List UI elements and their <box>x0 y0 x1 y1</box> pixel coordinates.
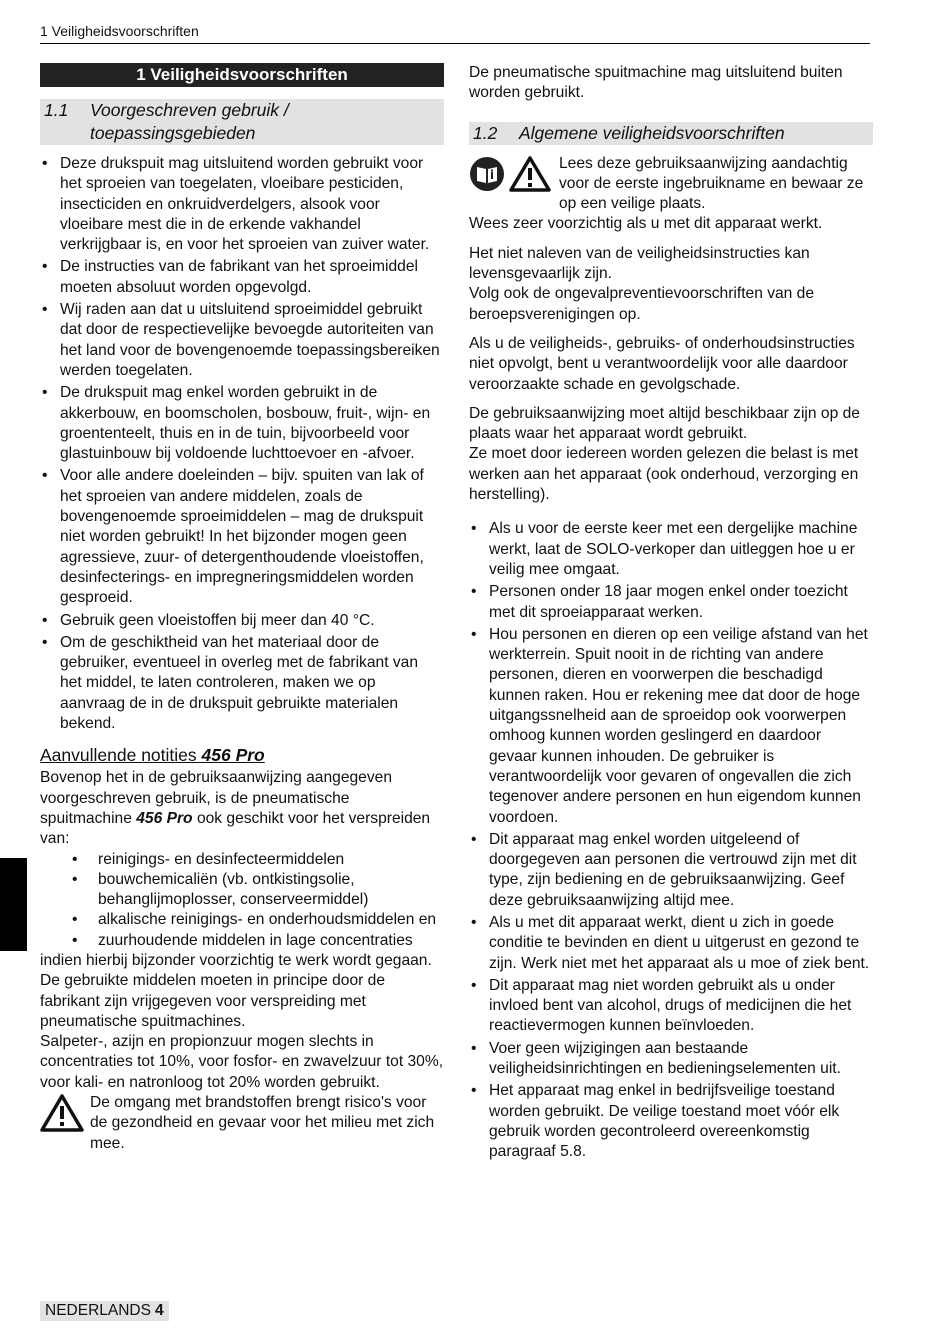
list-item: • alkalische reinigings- en onderhoudsmiddelen en <box>68 910 444 930</box>
outdoor-note: De pneumatische spuitmachine mag uitsluitend buiten worden gebruikt. <box>469 64 843 102</box>
footer-language: NEDERLANDS <box>45 1302 151 1319</box>
section-1-2-heading <box>469 122 873 145</box>
notes-p3: Salpeter-, azijn en propionzuur mogen slechts in concentraties tot 10%, voor fosfor- en zwavelzuur tot 30%, voor kali- en natronloog tot 20% worden gebruikt. <box>40 1033 444 1091</box>
notes-p1: indien hierbij bijzonder voorzichtig te werk wordt gegaan. <box>40 951 432 969</box>
notes-heading <box>40 744 444 766</box>
fuel-warning <box>40 1093 444 1154</box>
manual-icons <box>469 155 551 199</box>
warning-icon <box>40 1094 84 1138</box>
list-item: • Deze drukspuit mag uitsluitend worden gebruikt voor het sproeien van toegelaten, vloeibare pesticiden, insecticiden en onkruidverdelgers, alsook voor vloeibare mest die in de erkende vakhandel verkrijgbaar is, en voor het sproeien van zuiver water. <box>40 154 444 255</box>
warning-icon <box>511 158 549 190</box>
page-number: 4 <box>154 1302 164 1319</box>
right-column <box>469 63 873 1165</box>
paragraph: Het niet naleven van de veiligheidsinstructies kan levensgevaarlijk zijn. <box>469 244 810 283</box>
list-item: • Het apparaat mag enkel in bedrijfsveilige toestand worden gebruikt. De veilige toestand moet vóór elk gebruik worden gecontroleerd overeenkomstig paragraaf 5.8. <box>469 1081 873 1162</box>
list-item: • Om de geschiktheid van het materiaal door de gebruiker, eventueel in overleg met de fabrikant van het middel, te laten controleren, maken we op aanvraag de in de drukspuit gebruikte materialen bekend. <box>40 633 444 734</box>
section-title: Algemene veiligheidsvoorschriften <box>519 122 785 143</box>
section-1-1-heading <box>40 99 444 145</box>
list-item: • reinigings- en desinfecteermiddelen <box>68 850 444 870</box>
sub-list <box>68 850 444 951</box>
list-item: • Dit apparaat mag enkel worden uitgeleend of doorgegeven aan personen die vertrouwd zijn met dit type, zijn bediening en de gebruiksaanwijzing. Geef deze gebruiksaanwijzing altijd mee. <box>469 830 873 911</box>
list-item: • De drukspuit mag enkel worden gebruikt in de akkerbouw, en boomscholen, bosbouw, fruit-, wijn- en groententeelt, thuis en in de tuin, bijvoorbeeld voor glastuinbouw bij voldoende luchttoevoer en -afvoer. <box>40 383 444 464</box>
warning-text: De omgang met brandstoffen brengt risico's voor de gezondheid en gevaar voor het milieu met zich mee. <box>90 1094 435 1152</box>
paragraph: Als u de veiligheids-, gebruiks- of onderhoudsinstructies niet opvolgt, bent u verantwoordelijk voor alle daardoor veroorzaakte schade en gevolgschade. <box>469 334 855 393</box>
section-title: Voorgeschreven gebruik / toepassingsgebieden <box>90 100 289 143</box>
read-manual-note <box>469 154 873 215</box>
header-rule <box>40 43 870 44</box>
list-item: • Personen onder 18 jaar mogen enkel onder toezicht met dit sproeiapparaat werken. <box>469 582 873 623</box>
list-item: • Hou personen en dieren op een veilige afstand van het werkterrein. Spuit nooit in de richting van andere personen, dieren en voorwerpen die beschadigd kunnen raken. Hou er rekening mee dat door de hoge uitgangssnelheid aan de sproeidop ook voorwerpen omhoog kunnen worden geslingerd en daardoor gevaar kunnen inhouden. De gebruiker is verantwoordelijk voor gevaren of ongevallen die zich tegenover andere personen en hun eigendom kunnen voordoen. <box>469 625 873 828</box>
chapter-tab-marker <box>0 858 27 951</box>
usage-list <box>40 154 444 734</box>
notes-intro <box>40 768 444 849</box>
read-manual-icon <box>470 157 504 191</box>
list-item: • Als u met dit apparaat werkt, dient u zich in goede conditie te bevinden en dient u uitgerust en gezond te zijn. Werk niet met het apparaat als u moe of ziek bent. <box>469 913 873 974</box>
notes-heading-text: Aanvullende notities <box>40 745 197 766</box>
list-item: • De instructies van de fabrikant van het sproeimiddel moeten absoluut worden opgevolgd. <box>40 257 444 298</box>
list-item: • zuurhoudende middelen in lage concentraties <box>68 931 444 951</box>
notes-p2: De gebruikte middelen moeten in principe door de fabrikant zijn vrijgegeven voor verspreiding met pneumatische spuitmachines. <box>40 972 386 1030</box>
chapter-title: 1 Veiligheidsvoorschriften <box>40 63 444 87</box>
list-item: • Wij raden aan dat u uitsluitend sproeimiddel gebruikt dat door de respectievelijke bevoegde autoriteiten van het land voor de bovengenoemde toepassingsbereiken werden toegelaten. <box>40 300 444 381</box>
model-name: 456 Pro <box>201 745 265 766</box>
list-item: • Voor alle andere doeleinden – bijv. spuiten van lak of het sproeien van andere middelen, zoals de bovengenoemde sproeimiddelen – mag de drukspuit niet worden gebruikt! In het bijzonder mogen geen agressieve, zuur- of detergenthoudende vloeistoffen, desinfecterings- en impregneringsmiddelen worden gesproeid. <box>40 466 444 608</box>
running-head: 1 Veiligheidsvoorschriften <box>40 23 199 39</box>
paragraph: De gebruiksaanwijzing moet altijd beschikbaar zijn op de plaats waar het apparaat wordt gebruikt. <box>469 404 860 443</box>
list-item: • bouwchemicaliën (vb. ontkistingsolie, behanglijmoplosser, conserveermiddel) <box>68 870 444 911</box>
model-name: 456 Pro <box>136 809 193 827</box>
section-number: 1.2 <box>473 122 498 143</box>
list-item: • Dit apparaat mag niet worden gebruikt als u onder invloed bent van alcohol, drugs of medicijnen die het reactievermogen kunnen beïnvloeden. <box>469 976 873 1037</box>
paragraph: Ze moet door iedereen worden gelezen die belast is met werken aan het apparaat (ook onderhoud, verzorging en herstelling). <box>469 445 859 504</box>
list-item: • Voer geen wijzigingen aan bestaande veiligheidsinrichtingen en bedieningselementen uit. <box>469 1039 873 1080</box>
notes-intro-text: ook geschikt voor het verspreiden van: <box>40 809 431 848</box>
section-number: 1.1 <box>44 100 69 120</box>
page-footer <box>40 1301 169 1321</box>
list-item: • Gebruik geen vloeistoffen bij meer dan 40 °C. <box>40 611 444 631</box>
read-manual-text: Lees deze gebruiksaanwijzing aandachtig voor de eerste ingebruikname en bewaar ze op een veilige plaats. <box>559 154 864 213</box>
notes-intro-text: Bovenop het in de gebruiksaanwijzing aangegeven voorgeschreven gebruik, is de pneumatische spuitmachine <box>40 769 392 827</box>
paragraph: Volg ook de ongevalpreventievoorschriften van de beroepsverenigingen op. <box>469 285 815 323</box>
careful-note: Wees zeer voorzichtig als u met dit apparaat werkt. <box>469 215 823 233</box>
left-column <box>40 63 444 1154</box>
list-item: • Als u voor de eerste keer met een dergelijke machine werkt, laat de SOLO-verkoper dan uitleggen hoe u er veilig mee omgaat. <box>469 519 873 580</box>
safety-list <box>469 519 873 1162</box>
